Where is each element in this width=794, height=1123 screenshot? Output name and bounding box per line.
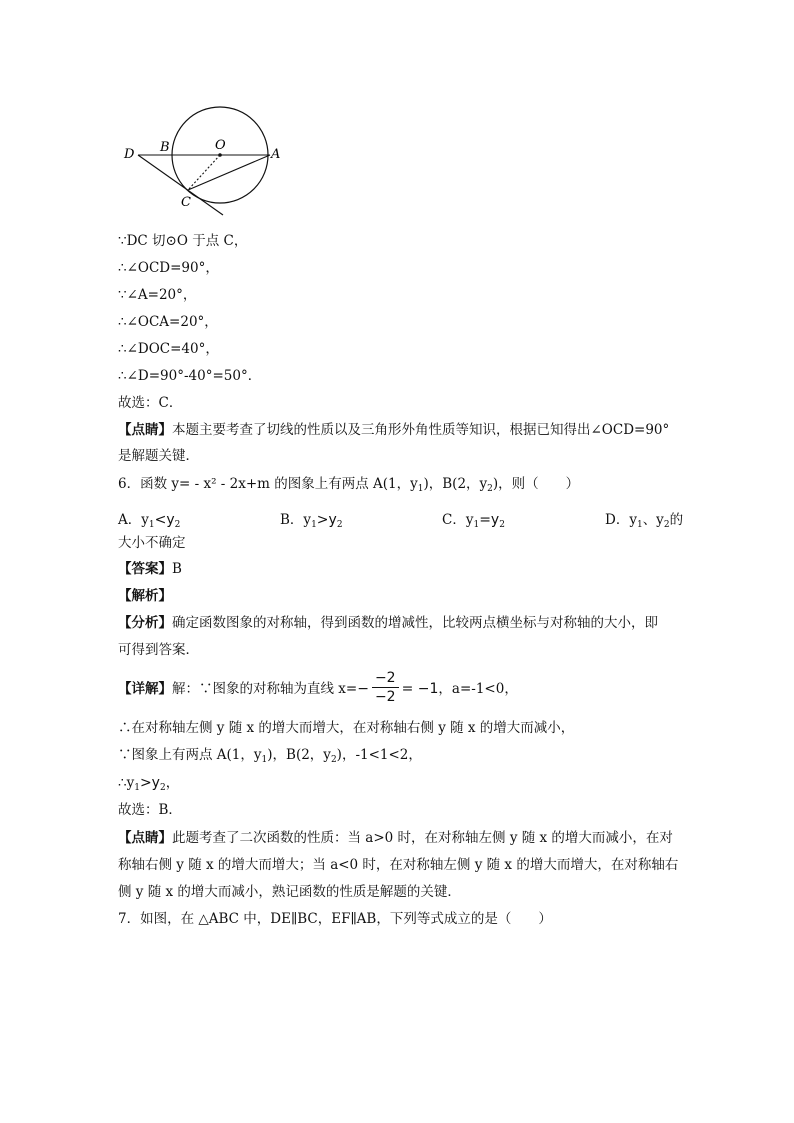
choice-b-pre: B．y [280, 512, 312, 528]
fenxi-text-1: 确定函数图象的对称轴，得到函数的增减性，比较两点横坐标与对称轴的大小，即 [172, 615, 658, 631]
solution-line-5: ∴∠DOC=40°， [118, 341, 219, 357]
step4-op: >y [139, 775, 160, 791]
label-a: A [271, 147, 281, 162]
xiangjie-post: ，a=-1<0， [438, 681, 518, 697]
dianjing-text-1: 此题考查了二次函数的性质：当 a>0 时，在对称轴左侧 y 随 x 的增大而减小，在对 [172, 830, 673, 846]
q6-stem-post: )，则（ ） [492, 476, 580, 492]
circle-tangent-diagram [118, 98, 298, 218]
choice-c-sub1: 1 [473, 520, 480, 530]
dianjing-line-3: 侧 y 随 x 的增大而减小，熟记函数的性质是解题的关键． [118, 884, 461, 900]
choice-a-sub1: 1 [148, 520, 155, 530]
step-line-2: ∴在对称轴左侧 y 随 x 的增大而增大，在对称轴右侧 y 随 x 的增大而减小， [118, 720, 575, 736]
comment-line-2: 是解题关键． [118, 448, 199, 464]
fenxi-tag: 【分析】 [118, 615, 172, 631]
step4-sub1: 1 [134, 783, 140, 793]
xiangjie-line [118, 669, 518, 709]
step3-mid: )，B(2，y [267, 747, 331, 763]
step-line-4 [118, 773, 179, 798]
solution-line-4: ∴∠OCA=20°， [118, 314, 218, 330]
radius-oc [188, 155, 220, 190]
step3-sub1: 1 [261, 755, 268, 765]
answer-line: 故选：C． [118, 395, 183, 411]
step-line-3 [118, 745, 422, 770]
answer-value: B [172, 561, 182, 577]
xiangjie-eq: = −1 [401, 681, 439, 697]
label-c: C [181, 195, 191, 210]
q6-stem-pre: 6．函数 y= - x² - 2x+m 的图象上有两点 A(1，y [118, 476, 418, 492]
label-o: O [215, 138, 226, 153]
comment-line-1 [118, 420, 669, 440]
q6-stem-sub2: 2 [487, 484, 493, 494]
answer-tag: 【答案】 [118, 561, 172, 577]
choice-d-op: 、y [642, 512, 664, 528]
question-7-stem: 7．如图，在 △ABC 中，DE∥BC，EF∥AB，下列等式成立的是（ ） [118, 911, 552, 927]
xiangjie-pre: 解：∵图象的对称轴为直线 x= [172, 681, 358, 697]
choice-d-post: 的 [669, 512, 684, 528]
q6-stem-sub1: 1 [417, 484, 424, 494]
label-d: D [124, 147, 135, 162]
choice-d-sub2: 2 [663, 520, 670, 530]
step4-pre: ∴y [118, 775, 135, 791]
comment-tag: 【点睛】 [118, 422, 172, 438]
dianjing-line-1 [118, 828, 673, 848]
solution-line-1: ∵DC 切⊙O 于点 C， [118, 233, 248, 249]
solution-line-3: ∵∠A=20°， [118, 287, 197, 303]
solution-line-2: ∴∠OCD=90°， [118, 260, 219, 276]
choice-d-continued: 大小不确定 [118, 535, 186, 551]
choice-d-sub1: 1 [636, 520, 643, 530]
choice-b-sub1: 1 [311, 520, 317, 530]
center-point-o [218, 153, 222, 157]
choice-c-op: =y [479, 512, 500, 528]
choice-a-pre: A．y [118, 512, 149, 528]
choice-b-sub2: 2 [336, 520, 343, 530]
choice-c-pre: C．y [442, 512, 474, 528]
dianjing-line-2: 称轴右侧 y 随 x 的增大而增大；当 a<0 时，在对称轴左侧 y 随 x 的增大而增大，在对称轴右 [118, 857, 679, 873]
dianjing-tag: 【点睛】 [118, 830, 172, 846]
comment-text-1: 本题主要考查了切线的性质以及三角形外角性质等知识，根据已知得出∠OCD=90° [172, 422, 670, 438]
question-6-stem [118, 474, 579, 499]
fenxi-line-2: 可得到答案． [118, 642, 199, 658]
choice-a-sub2: 2 [174, 520, 181, 530]
choice-b-op: >y [316, 512, 337, 528]
choice-d[interactable] [605, 508, 683, 530]
fraction-numerator: −2 [372, 669, 399, 688]
fraction [372, 669, 399, 706]
step-line-5: 故选：B． [118, 802, 182, 818]
choice-c[interactable] [442, 508, 505, 530]
step4-post: ， [165, 775, 180, 791]
choice-a-op: <y [154, 512, 175, 528]
step3-pre: ∵图象上有两点 A(1，y [118, 747, 262, 763]
analysis-tag: 【解析】 [118, 588, 172, 604]
step4-sub2: 2 [159, 783, 166, 793]
q6-stem-mid: )，B(2，y [423, 476, 488, 492]
choice-d-pre: D．y [605, 512, 637, 528]
xiangjie-minus: − [357, 681, 369, 697]
solution-line-6: ∴∠D=90°-40°=50°． [118, 368, 262, 384]
choice-a[interactable] [118, 508, 180, 530]
step3-post: )，-1<1<2， [336, 747, 422, 763]
answer-row [118, 559, 182, 579]
step3-sub2: 2 [330, 755, 337, 765]
fenxi-line-1 [118, 613, 658, 633]
geometry-figure [118, 98, 298, 218]
choice-c-sub2: 2 [499, 520, 505, 530]
xiangjie-tag: 【详解】 [118, 681, 172, 697]
label-b: B [160, 140, 170, 155]
fraction-denominator: −2 [374, 689, 396, 705]
choice-b[interactable] [280, 508, 343, 530]
